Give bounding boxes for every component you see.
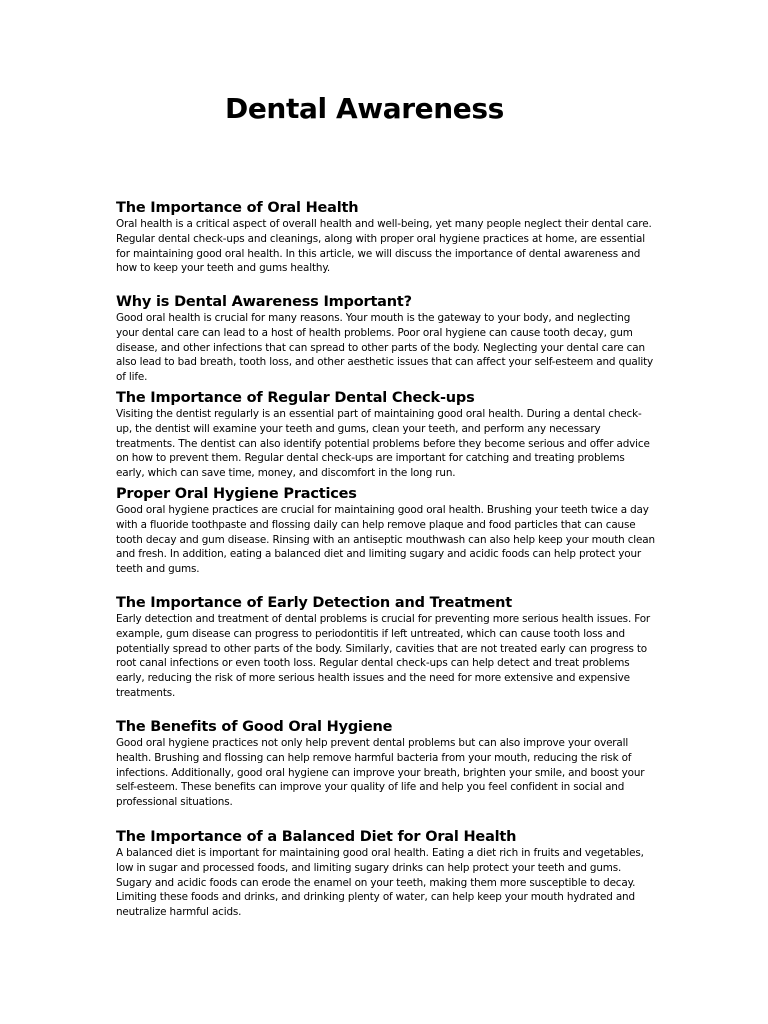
- section-balanced-diet: [116, 828, 656, 920]
- section-heading: The Importance of a Balanced Diet for Oral Health: [116, 829, 517, 845]
- section-importance-of-oral-health: [116, 199, 656, 276]
- section-body: Good oral hygiene practices are crucial for maintaining good oral health. Brushing your teeth twice a day with a fluoride toothpaste and flossing daily can help remove plaque and food particles that can cause tooth decay and gum disease. Rinsing with an antiseptic mouthwash can also help keep your mouth clean and fresh. In addition, eating a balanced diet and limiting sugary and acidic foods can help protect your teeth and gums.: [116, 504, 655, 576]
- section-heading: Proper Oral Hygiene Practices: [116, 486, 357, 502]
- section-proper-oral-hygiene: [116, 485, 656, 577]
- section-early-detection: [116, 594, 656, 701]
- section-body: Visiting the dentist regularly is an essential part of maintaining good oral health. During a dental check-up, the dentist will examine your teeth and gums, clean your teeth, and perform any necessary treatments. The dentist can also identify potential problems before they become serious and offer advice on how to prevent them. Regular dental check-ups are important for catching and treating problems early, which can save time, money, and discomfort in the long run.: [116, 408, 650, 480]
- section-body: A balanced diet is important for maintaining good oral health. Eating a diet rich in fruits and vegetables, low in sugar and processed foods, and limiting sugary drinks can help protect your teeth and gums. Sugary and acidic foods can erode the enamel on your teeth, making them more susceptible to decay. Limiting these foods and drinks, and drinking plenty of water, can help keep your mouth hydrated and neutralize harmful acids.: [116, 847, 644, 919]
- section-heading: The Importance of Early Detection and Treatment: [116, 595, 513, 611]
- section-heading: The Importance of Regular Dental Check-ups: [116, 390, 475, 406]
- section-heading: Why is Dental Awareness Important?: [116, 294, 412, 310]
- section-regular-check-ups: [116, 389, 656, 481]
- section-heading: The Importance of Oral Health: [116, 200, 359, 216]
- section-body: Early detection and treatment of dental problems is crucial for preventing more serious health issues. For example, gum disease can progress to periodontitis if left untreated, which can cause tooth loss and potentially spread to other parts of the body. Similarly, cavities that are not treated early can progress to root canal infections or even tooth loss. Regular dental check-ups can help detect and treat problems early, reducing the risk of more serious health issues and the need for more extensive and expensive treatments.: [116, 613, 651, 699]
- section-body: Good oral health is crucial for many reasons. Your mouth is the gateway to your body, and neglecting your dental care can lead to a host of health problems. Poor oral hygiene can cause tooth decay, gum disease, and other infections that can spread to other parts of the body. Neglecting your dental care can also lead to bad breath, tooth loss, and other aesthetic issues that can affect your self-esteem and quality of life.: [116, 312, 654, 384]
- section-body: Oral health is a critical aspect of overall health and well-being, yet many people neglect their dental care. Regular dental check-ups and cleanings, along with proper oral hygiene practices at home, are essential for maintaining good oral health. In this article, we will discuss the importance of dental awareness and how to keep your teeth and gums healthy.: [116, 218, 652, 275]
- section-body: Good oral hygiene practices not only help prevent dental problems but can also improve your overall health. Brushing and flossing can help remove harmful bacteria from your mouth, reducing the risk of infections. Additionally, good oral hygiene can improve your breath, brighten your smile, and boost your self-esteem. These benefits can improve your quality of life and help you feel confident in social and professional situations.: [116, 737, 645, 809]
- document-title: Dental Awareness: [225, 92, 504, 125]
- section-why-dental-awareness: [116, 293, 656, 385]
- section-heading: The Benefits of Good Oral Hygiene: [116, 719, 393, 735]
- section-benefits-good-hygiene: [116, 718, 656, 810]
